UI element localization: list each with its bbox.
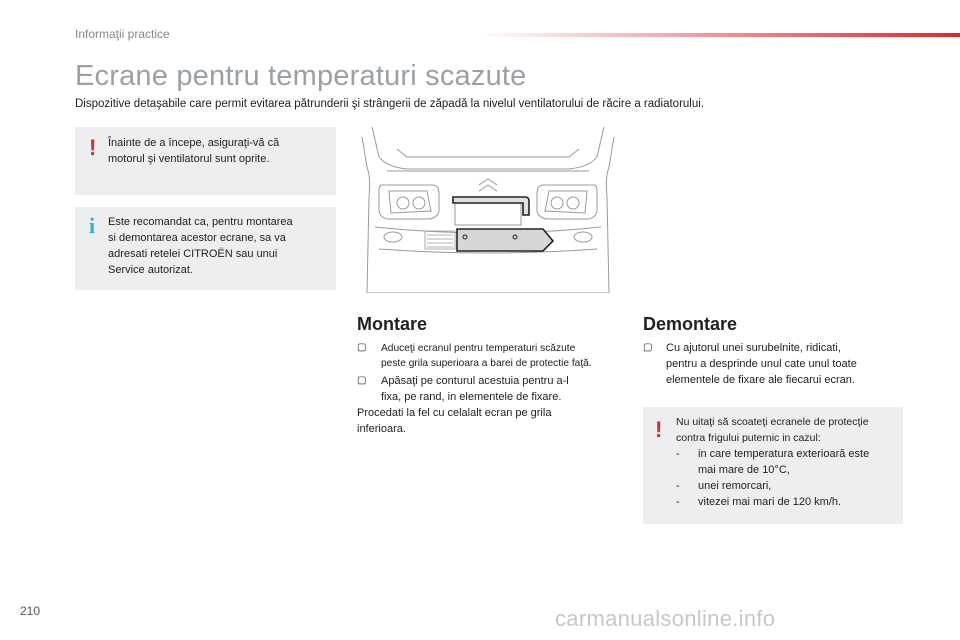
warning-icon: ! (655, 417, 663, 442)
info-line: Este recomandat ca, pentru montarea (108, 216, 293, 228)
warning-line: Înainte de a începe, asiguraţi-vă că (108, 137, 280, 149)
warning-icon: ! (89, 135, 97, 160)
montare-step-line: fixa, pe rand, in elementele de fixare. (381, 391, 562, 403)
page-number: 210 (20, 604, 41, 618)
montare-note-line: inferioara. (357, 423, 406, 435)
demontare-step-line: Cu ajutorul unei surubelnite, ridicati, (666, 342, 841, 354)
list-item (698, 446, 869, 478)
list-dash: - (676, 480, 680, 492)
warning-intro-line: Nu uitaţi să scoateţi ecranele de protecţie (676, 416, 869, 428)
list-item-line: in care temperatura exterioară este (698, 448, 870, 460)
checkbox-bullet-icon: ▢ (643, 342, 653, 353)
section-label: Informaţii practice (75, 27, 170, 41)
warning-intro-line: contra frigului puternic in cazul: (676, 432, 821, 444)
montare-step-line: peste grila superioara a barei de protectie faţă. (381, 358, 592, 369)
watermark: carmanualsonline.info (555, 606, 776, 631)
info-line: si demontarea acestor ecrane, sa va (108, 232, 286, 244)
warning-line: motorul şi ventilatorul sunt oprite. (108, 153, 270, 165)
info-icon: i (89, 213, 96, 238)
list-item-line: vitezei mai mari de 120 km/h. (698, 496, 842, 508)
header-accent-bar (480, 33, 960, 37)
montare-step-line: Apăsaţi pe conturul acestuia pentru a-l (381, 375, 569, 387)
list-item (698, 478, 771, 494)
demontare-step (666, 340, 857, 388)
list-item-line: unei remorcari, (698, 480, 772, 492)
montare-note (357, 405, 551, 437)
warning-intro (676, 414, 869, 446)
list-item (698, 494, 841, 510)
checkbox-bullet-icon: ▢ (357, 375, 367, 386)
warning-box (75, 127, 336, 195)
list-dash: - (676, 496, 680, 508)
montare-heading: Montare (357, 314, 428, 334)
page-title: Ecrane pentru temperaturi scazute (75, 60, 527, 92)
demontare-heading: Demontare (643, 314, 738, 334)
list-dash: - (676, 448, 680, 460)
info-box (75, 207, 336, 290)
list-item-line: mai mare de 10°C, (698, 464, 790, 476)
demontare-step-line: pentru a desprinde unul cate unul toate (666, 358, 857, 370)
demontare-step-line: elementele de fixare ale fiecarui ecran. (666, 374, 855, 386)
car-front-illustration (357, 127, 619, 293)
checkbox-bullet-icon: ▢ (357, 342, 367, 353)
info-line: adresati retelei CITROËN sau unui (108, 248, 278, 260)
warning-box-removal (643, 407, 903, 524)
montare-step (381, 341, 592, 371)
page-subtitle: Dispozitive detaşabile care permit evitarea pătrunderii şi strângerii de zăpadă la nivelul ventilatorului de răcire a radiatorului. (75, 98, 704, 110)
montare-step-line: Aduceţi ecranul pentru temperaturi scăzute (381, 343, 576, 354)
montare-step (381, 373, 569, 405)
info-line: Service autorizat. (108, 264, 193, 276)
montare-note-line: Procedati la fel cu celalalt ecran pe grila (357, 407, 552, 419)
